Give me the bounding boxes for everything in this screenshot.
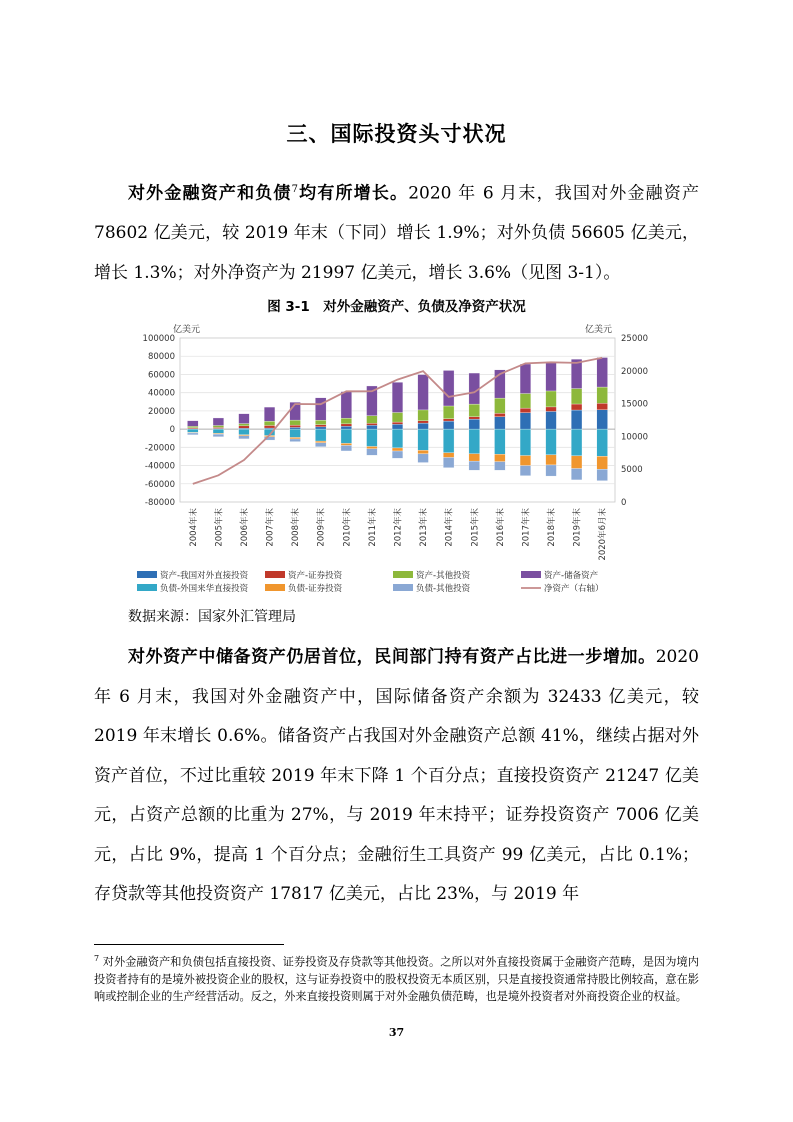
bar-segment xyxy=(264,428,275,429)
bar-segment xyxy=(315,441,326,443)
bar-segment xyxy=(418,429,429,450)
legend-label: 资产-证券投资 xyxy=(288,571,343,581)
footnote xyxy=(94,950,699,1005)
legend-label: 资产-我国对外直接投资 xyxy=(160,571,249,581)
bar-segment xyxy=(546,455,557,465)
y-right-tick-label: 0 xyxy=(621,498,627,508)
y-tick-label: -60000 xyxy=(144,479,175,490)
x-tick-label: 2005年末 xyxy=(214,508,225,547)
x-tick-label: 2006年末 xyxy=(239,508,250,547)
x-tick-label: 2008年末 xyxy=(291,508,302,547)
bar-segment xyxy=(494,413,505,416)
x-tick-label: 2014年末 xyxy=(444,508,455,547)
bar-segment xyxy=(443,421,454,429)
x-tick-label: 2004年末 xyxy=(188,508,199,547)
bar-segment xyxy=(213,418,224,426)
bar-segment xyxy=(469,461,480,470)
y-tick-label: 100000 xyxy=(142,334,175,344)
bar-segment xyxy=(418,410,429,421)
bar-segment xyxy=(341,445,352,451)
legend-label: 净资产（右轴） xyxy=(544,584,604,594)
para1-lead2: 均有所增长。 xyxy=(297,183,409,204)
x-tick-label: 2010年末 xyxy=(342,508,353,547)
bar-segment xyxy=(367,429,378,446)
y-axis-unit: 亿美元 xyxy=(173,325,201,335)
x-tick-label: 2013年末 xyxy=(419,508,430,547)
bar-segment xyxy=(520,394,531,409)
bar-segment xyxy=(597,429,608,456)
bar-segment xyxy=(571,429,582,456)
bar-segment xyxy=(443,457,454,467)
legend-swatch xyxy=(137,584,157,591)
bar-segment xyxy=(571,404,582,410)
bar-segment xyxy=(597,410,608,429)
y-right-axis-unit: 亿美元 xyxy=(585,325,613,335)
bar-segment xyxy=(469,429,480,454)
bar-segment xyxy=(494,454,505,461)
bar-segment xyxy=(367,425,378,429)
bar-segment xyxy=(469,404,480,417)
legend-swatch xyxy=(393,584,413,591)
bar-segment xyxy=(187,421,198,427)
para2-lead: 对外资产中储备资产仍居首位，民间部门持有资产占比进一步增加。 xyxy=(128,647,656,667)
bar-segment xyxy=(597,357,608,387)
bar-segment xyxy=(418,454,429,463)
chart-svg xyxy=(125,318,665,603)
bar-segment xyxy=(239,429,250,435)
bar-segment xyxy=(443,453,454,458)
bar-segment xyxy=(392,422,403,424)
legend-label: 资产-储备资产 xyxy=(544,571,599,581)
para2-text: 2020 年 6 月末，我国对外金融资产中，国际储备资产余额为 32433 亿美元，较 2019 年末增长 0.6%。储备资产占我国对外金融资产总额 41%，继续占据对外资产首位，不过比重较 2019 年末下降 1 个百分点；直接投资资产 21247 亿美元，占资产总额的比重为 27%，与 2019 年末持平；证券投资资产 7006 亿美元，占比 9%，提高 1 个百分点；金融衍生工具资产 99 亿美元，占比 0.1%；存贷款等其他投资资产 17817 亿美元，占比 23%，与 2019 年 xyxy=(94,647,699,904)
y-tick-label: -40000 xyxy=(144,461,175,472)
footnote-ref[interactable]: 7 xyxy=(291,184,298,195)
footnote-text: 对外金融资产和负债包括直接投资、证券投资及存贷款等其他投资。之所以对外直接投资属于金融资产范畴，是因为境内投资者持有的是境外被投资企业的股权，这与证券投资中的股权投资无本质区别，只是直接投资通常持股比例较高，意在影响或控制企业的生产经营活动。反之，外来直接投资则属于对外金融负债范畴，也是境外投资者对外商投资企业的权益。 xyxy=(94,955,699,1003)
bar-segment xyxy=(443,406,454,419)
bar-segment xyxy=(443,370,454,406)
y-right-tick-label: 5000 xyxy=(621,465,643,476)
bar-segment xyxy=(520,466,531,476)
bar-segment xyxy=(213,434,224,437)
page-number: 37 xyxy=(388,1026,405,1039)
bar-segment xyxy=(290,437,301,439)
section-title: 三、国际投资头寸状况 xyxy=(286,122,507,146)
x-tick-label: 2011年末 xyxy=(367,508,378,547)
legend-label: 负债-外国来华直接投资 xyxy=(160,584,249,594)
bar-segment xyxy=(290,429,301,437)
bar-segment xyxy=(546,411,557,429)
bar-segment xyxy=(597,387,608,403)
bar-segment xyxy=(239,424,250,426)
y-tick-label: 0 xyxy=(169,425,175,436)
bar-segment xyxy=(392,382,403,412)
bar-segment xyxy=(315,429,326,441)
bar-segment xyxy=(494,429,505,454)
x-tick-label: 2020年6月末 xyxy=(598,508,609,561)
legend-label: 资产-其他投资 xyxy=(416,571,471,581)
bar-segment xyxy=(367,446,378,448)
x-tick-label: 2007年末 xyxy=(265,508,276,547)
bar-segment xyxy=(315,420,326,425)
data-source: 数据来源：国家外汇管理局 xyxy=(128,609,296,625)
bar-segment xyxy=(213,427,224,428)
chart xyxy=(125,318,665,603)
bar-segment xyxy=(367,423,378,425)
legend-swatch xyxy=(521,571,541,578)
legend-swatch xyxy=(393,571,413,578)
y-tick-label: 20000 xyxy=(147,406,175,417)
bar-segment xyxy=(264,421,275,425)
bar-segment xyxy=(443,419,454,421)
legend-label: 负债-证券投资 xyxy=(288,584,343,594)
bar-segment xyxy=(239,414,250,424)
legend-swatch xyxy=(137,571,157,578)
y-right-tick-label: 20000 xyxy=(621,366,649,377)
bar-segment xyxy=(264,425,275,428)
bar-segment xyxy=(213,425,224,427)
bar-segment xyxy=(520,408,531,413)
x-tick-label: 2017年末 xyxy=(521,508,532,547)
x-tick-label: 2018年末 xyxy=(547,508,558,547)
para1-text: 2020 年 6 月末，我国对外金融资产 78602 亿美元，较 2019 年末（下同）增长 1.9%；对外负债 56605 亿美元，增长 1.3%；对外净资产为 21997 亿美元，增长 3.6%（见图 3-1）。 xyxy=(94,183,700,283)
y-right-tick-label: 15000 xyxy=(621,399,649,410)
y-tick-label: 40000 xyxy=(147,388,175,399)
bar-segment xyxy=(494,417,505,429)
footnote-mark: 7 xyxy=(94,954,100,963)
bar-segment xyxy=(469,417,480,419)
y-right-tick-label: 10000 xyxy=(621,432,649,443)
y-tick-label: -20000 xyxy=(144,443,175,454)
bar-segment xyxy=(546,391,557,407)
bar-segment xyxy=(315,427,326,429)
legend-swatch xyxy=(265,571,285,578)
bar-segment xyxy=(187,433,198,435)
bar-segment xyxy=(290,427,301,429)
bar-segment xyxy=(418,423,429,429)
bar-segment xyxy=(341,443,352,445)
bar-segment xyxy=(187,429,198,432)
y-right-tick-label: 25000 xyxy=(621,334,649,344)
x-tick-label: 2019年末 xyxy=(572,508,583,547)
bar-segment xyxy=(367,449,378,456)
bar-segment xyxy=(187,426,198,427)
bar-segment xyxy=(239,426,250,428)
bar-segment xyxy=(213,429,224,433)
bar-segment xyxy=(546,429,557,455)
bar-segment xyxy=(546,407,557,412)
bar-segment xyxy=(597,403,608,409)
bar-segment xyxy=(571,456,582,469)
bar-segment xyxy=(443,429,454,453)
y-tick-label: -80000 xyxy=(144,498,175,508)
bar-segment xyxy=(418,375,429,410)
bar-segment xyxy=(392,412,403,422)
footnote-divider xyxy=(94,944,284,945)
bar-segment xyxy=(392,451,403,458)
y-tick-label: 60000 xyxy=(147,370,175,381)
bar-segment xyxy=(597,469,608,480)
y-tick-label: 80000 xyxy=(147,352,175,363)
bar-segment xyxy=(546,465,557,476)
legend-label: 负债-其他投资 xyxy=(416,584,471,594)
bar-segment xyxy=(367,416,378,424)
figure-title: 图 3-1 对外金融资产、负债及净资产状况 xyxy=(267,299,526,315)
bar-segment xyxy=(546,362,557,391)
x-tick-label: 2012年末 xyxy=(393,508,404,547)
bar-segment xyxy=(341,392,352,419)
bar-segment xyxy=(315,443,326,447)
para1-lead: 对外金融资产和负债 xyxy=(128,183,292,204)
bar-segment xyxy=(520,456,531,466)
bar-segment xyxy=(264,407,275,421)
bar-segment xyxy=(392,429,403,448)
bar-segment xyxy=(392,424,403,429)
bar-segment xyxy=(392,448,403,451)
bar-segment xyxy=(494,462,505,471)
x-tick-label: 2016年末 xyxy=(495,508,506,547)
bar-segment xyxy=(341,426,352,429)
bar-segment xyxy=(290,420,301,425)
bar-segment xyxy=(520,364,531,393)
bar-segment xyxy=(341,429,352,443)
bar-segment xyxy=(418,421,429,423)
x-tick-label: 2015年末 xyxy=(470,508,481,547)
bar-segment xyxy=(290,425,301,427)
bar-segment xyxy=(239,436,250,439)
paragraph-1 xyxy=(94,170,699,293)
bar-segment xyxy=(494,398,505,413)
paragraph-2 xyxy=(94,638,699,915)
bar-segment xyxy=(520,413,531,429)
bar-segment xyxy=(418,450,429,454)
bar-segment xyxy=(571,389,582,404)
legend-swatch xyxy=(265,584,285,591)
bar-segment xyxy=(341,418,352,424)
bar-segment xyxy=(597,456,608,469)
bar-segment xyxy=(520,429,531,455)
bar-segment xyxy=(571,410,582,429)
bar-segment xyxy=(239,435,250,436)
bar-segment xyxy=(571,469,582,480)
bar-segment xyxy=(469,419,480,429)
bar-segment xyxy=(315,398,326,420)
bar-segment xyxy=(341,424,352,426)
bar-segment xyxy=(469,454,480,461)
x-tick-label: 2009年末 xyxy=(316,508,327,547)
bar-segment xyxy=(315,425,326,427)
bar-segment xyxy=(290,439,301,442)
